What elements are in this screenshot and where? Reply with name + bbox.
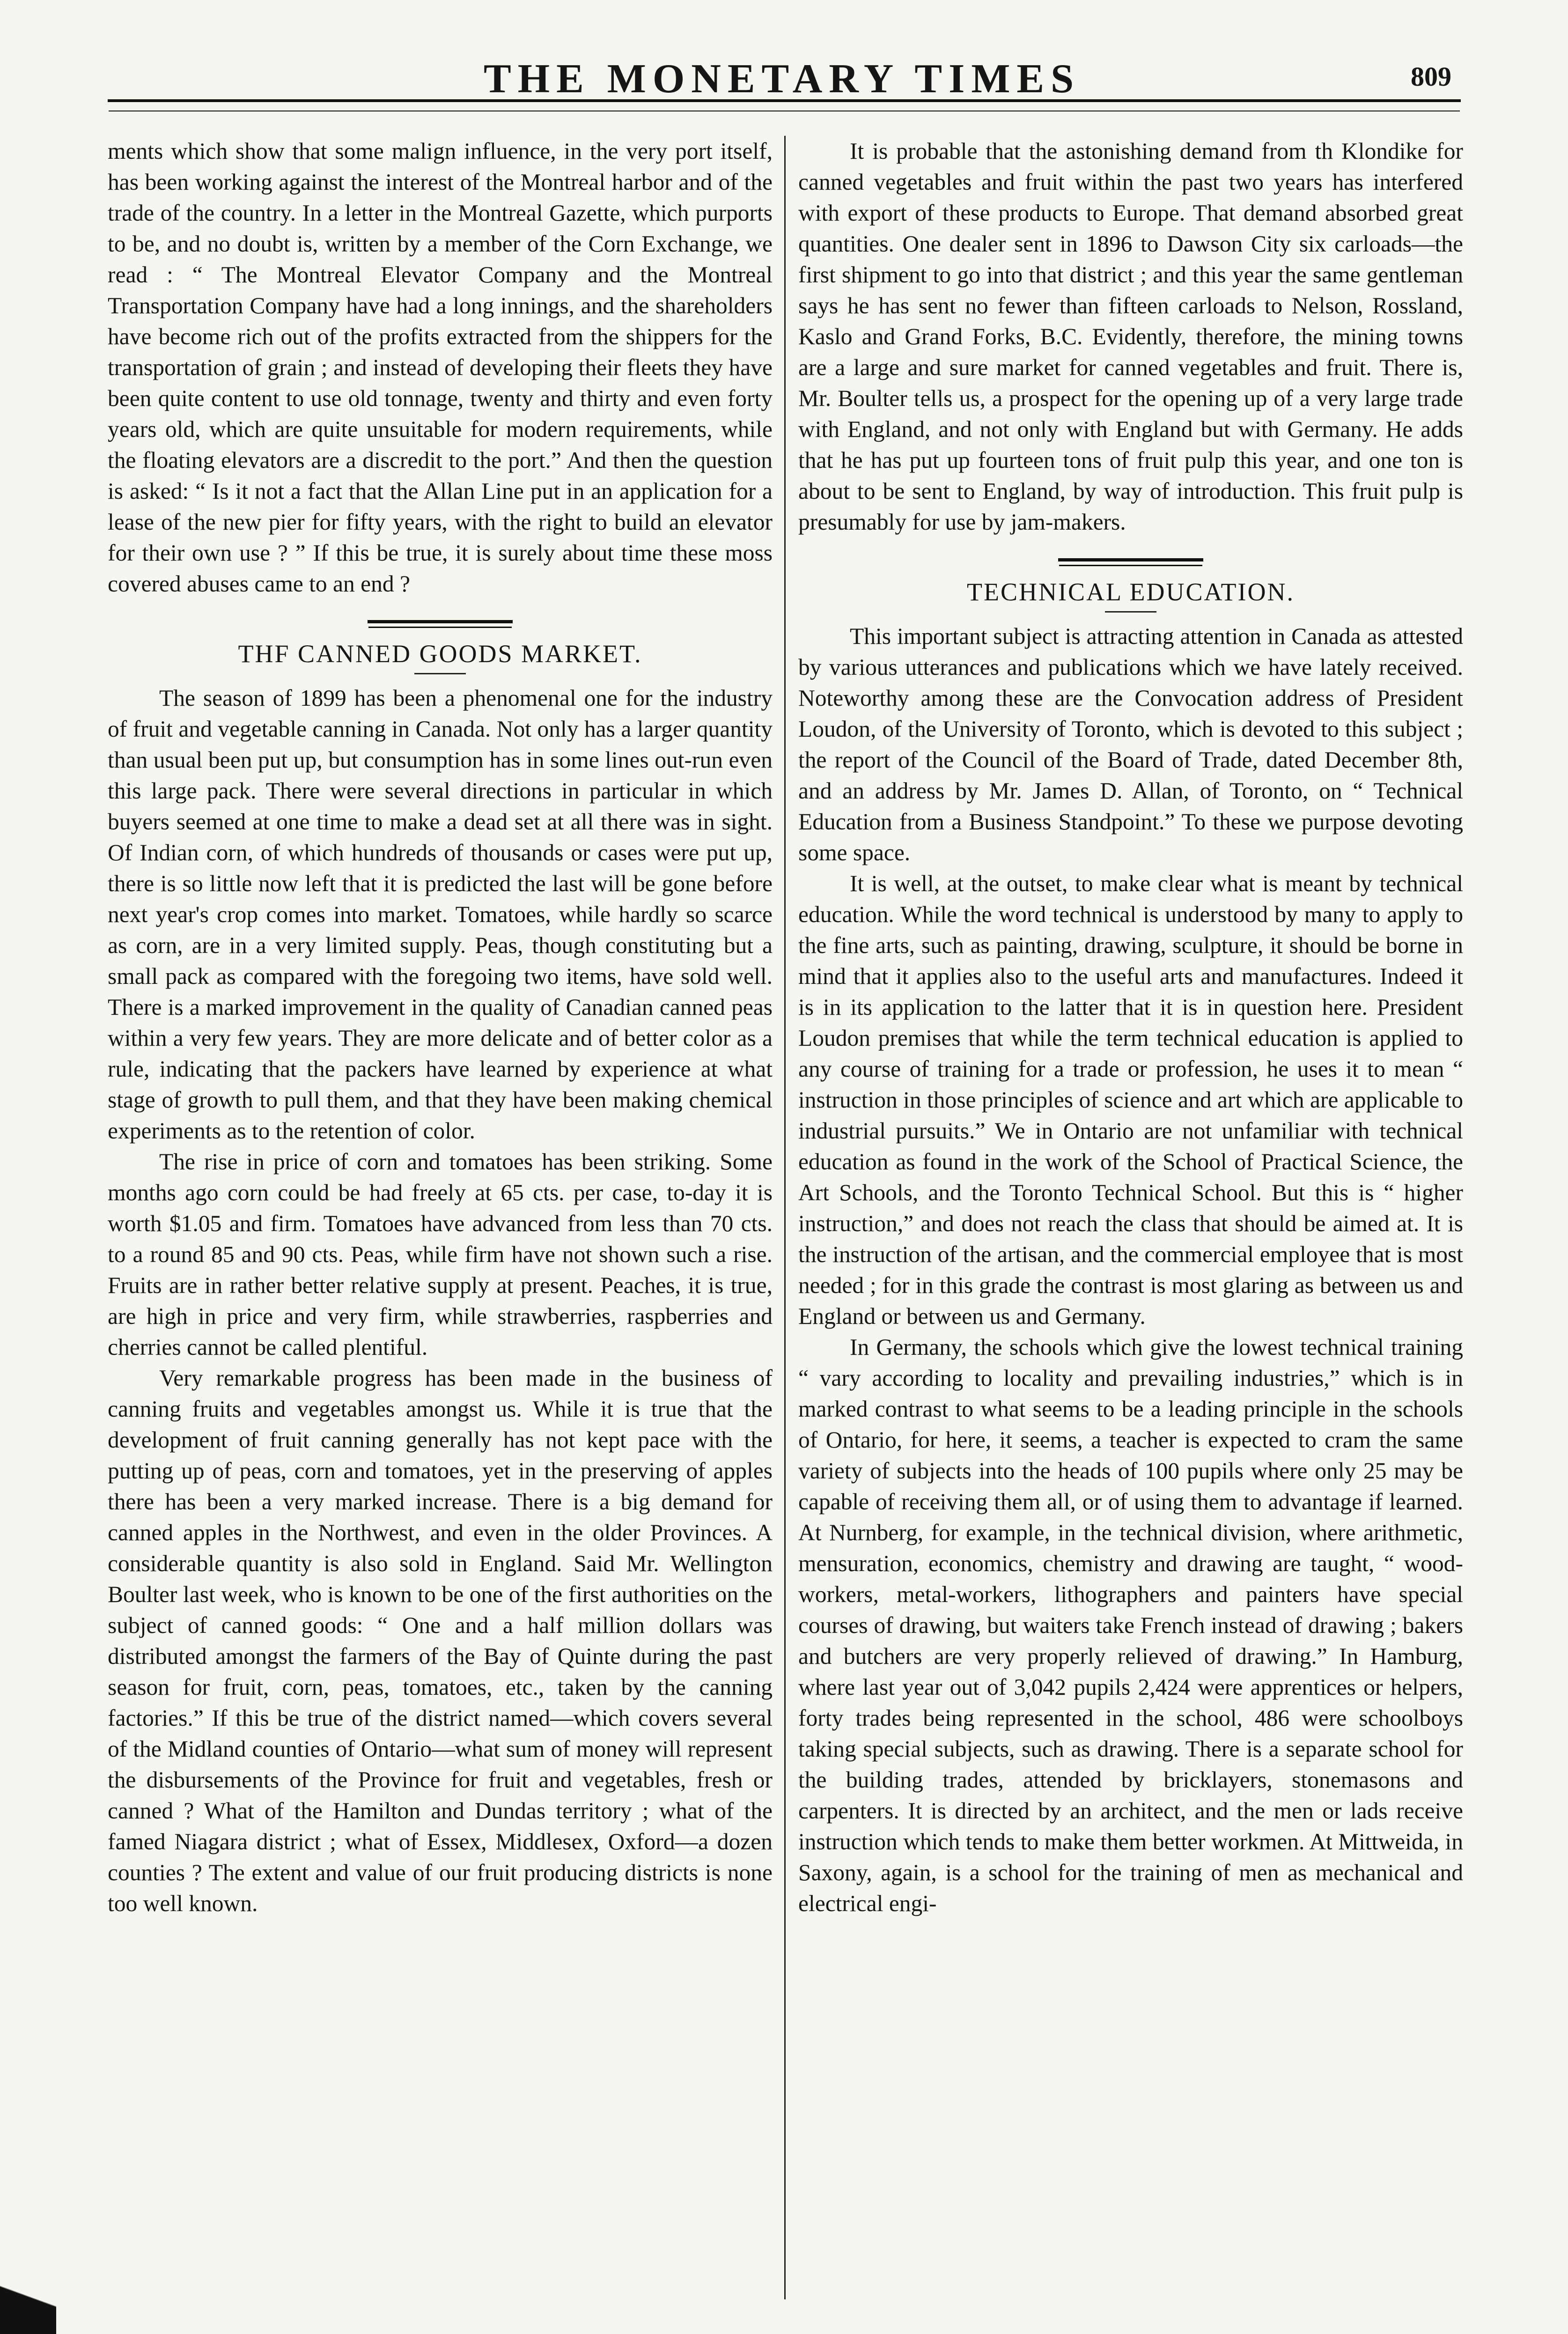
canned-goods-heading: THF CANNED GOODS MARKET.: [238, 640, 642, 668]
right-column: [798, 136, 1463, 2309]
article-paragraph: This important subject is attracting attention in Canada as attested by various utterances and publications which we have lately received. Noteworthy among these are the Convocation address of President Loudon, of the University of Toronto, which is devoted to this subject ; the report of the Council of the Board of Trade, dated December 8th, and an address by Mr. James D. Allan, of Toronto, on “ Technical Education from a Business Standpoint.” To these we purpose devoting some space.: [798, 623, 1463, 865]
scan-corner-shadow: [0, 2220, 56, 2334]
heading-underline: [1105, 611, 1156, 613]
article-paragraph: In Germany, the schools which give the lowest technical training “ vary according to locality and prevailing industries,” which is in marked contrast to what seems to be a leading principle in the schools of Ontario, for here, it seems, a teacher is expected to cram the same variety of subjects into the heads of 100 pupils where only 25 may be capable of receiving them all, or of using them to advantage if learned. At Nurnberg, for example, in the technical division, where arithmetic, mensuration, economics, chemistry and drawing are taught, “ wood-workers, metal-workers, lithographers and painters have special courses of drawing, but waiters take French instead of drawing ; bakers and butchers are very properly relieved of drawing.” In Hamburg, where last year out of 3,042 pupils 2,424 were apprentices or helpers, forty trades being represented in the school, 486 were schoolboys taking special subjects, such as drawing. There is a separate school for the building trades, attended by bricklayers, stonemasons and carpenters. It is directed by an architect, and the men or lads receive instruction which tends to make them better workmen. At Mittweida, in Saxony, again, is a school for the training of men as mechanical and electrical engi-: [798, 1334, 1463, 1916]
right-intro-paragraph: It is probable that the astonishing demand from th Klondike for canned vegetables and fruit within the past two years has interfered with export of these products to Europe. That demand absorbed great quantities. One dealer sent in 1896 to Dawson City six carloads—the first shipment to go into that district ; and this year the same gentleman says he has sent no fewer than fifteen carloads to Nelson, Rossland, Kaslo and Grand Forks, B.C. Evidently, therefore, the mining towns are a large and sure market for canned vegetables and fruit. There is, Mr. Boulter tells us, a prospect for the opening up of a very large trade with England, and not only with England but with Germany. He adds that he has put up fourteen tons of fruit pulp this year, and one ton is about to be sent to England, by way of introduction. This fruit pulp is presumably for use by jam-makers.: [798, 138, 1463, 535]
masthead: [0, 19, 1568, 102]
article-paragraph: Very remarkable progress has been made in the business of canning fruits and vegetables amongst us. While it is true that the development of fruit canning generally has not kept pace with the putting up of peas, corn and tomatoes, yet in the preserving of apples there has been a very marked increase. There is a big demand for canned apples in the Northwest, and even in the older Provinces. A considerable quantity is also sold in England. Said Mr. Wellington Boulter last week, who is known to be one of the first authorities on the subject of canned goods: “ One and a half million dollars was distributed amongst the farmers of the Bay of Quinte during the past season for fruit, corn, peas, tomatoes, etc., taken by the canning factories.” If this be true of the district named—which covers several of the Midland counties of Ontario—what sum of money will represent the disbursements of the Province for fruit and vegetables, fresh or canned ? What of the Hamilton and Dundas territory ; what of the famed Niagara district ; what of Essex, Middlesex, Oxford—a dozen counties ? The extent and value of our fruit producing districts is none too well known.: [108, 1365, 773, 1916]
publication-title: THE MONETARY TIMES: [483, 56, 1081, 102]
heading-underline: [414, 673, 466, 674]
article-paragraph: The season of 1899 has been a phenomenal one for the industry of fruit and vegetable canning in Canada. Not only has a larger quantity than usual been put up, but consumption has in some lines out-run even this large pack. There were several directions in particular in which buyers seemed at one time to make a dead set at all there was in sight. Of Indian corn, of which hundreds of thousands or cases were put up, there is so little now left that it is predicted the last will be gone before next year's crop comes into market. Tomatoes, while hardly so scarce as corn, are in a very limited supply. Peas, though constituting but a small pack as compared with the foregoing two items, have sold well. There is a marked improvement in the quality of Canadian canned peas within a very few years. They are more delicate and of better color as a rule, indicating that the packers have learned by experience at what stage of growth to pull them, and that they have been making chemical experiments as to the retention of color.: [108, 685, 773, 1144]
page-number: 809: [1411, 61, 1451, 92]
article-paragraph: It is well, at the outset, to make clear what is meant by technical education. While the word technical is understood by many to apply to the fine arts, such as painting, drawing, sculpture, it should be borne in mind that it applies also to the useful arts and manufactures. Indeed it is in its application to the latter that it is in question here. President Loudon premises that while the term technical education is applied to any course of training for a trade or profession, he uses it to mean “ instruction in those principles of science and art which are applicable to industrial pursuits.” We in Ontario are not unfamiliar with technical education as found in the work of the School of Practical Science, the Art Schools, and the Toronto Technical School. But this is “ higher instruction,” and does not reach the class that should be aimed at. It is the instruction of the artisan, and the commercial employee that is most needed ; for in this grade the contrast is most glaring as between us and England or between us and Germany.: [798, 871, 1463, 1329]
technical-education-heading: TECHNICAL EDUCATION.: [967, 578, 1295, 606]
column-divider: [784, 136, 786, 2299]
left-intro-paragraph: ments which show that some malign influence, in the very port itself, has been working against the interest of the Montreal harbor and of the trade of the country. In a letter in the Montreal Gazette, which purports to be, and no doubt is, written by a member of the Corn Exchange, we read : “ The Montreal Elevator Company and the Montreal Transportation Company have had a long innings, and the shareholders have become rich out of the profits extracted from the shippers for the transportation of grain ; and instead of developing their fleets they have been quite content to use old tonnage, twenty and thirty and even forty years old, which are quite unsuitable for modern requirements, while the floating elevators are a discredit to the port.” And then the question is asked: “ Is it not a fact that the Allan Line put in an application for a lease of the new pier for fifty years, with the right to build an elevator for their own use ? ” If this be true, it is surely about time these moss covered abuses came to an end ?: [108, 138, 773, 597]
section-separator-rule: [1058, 558, 1203, 561]
section-separator-rule: [368, 620, 513, 623]
left-column: [108, 136, 773, 2309]
header-double-rule: [108, 99, 1461, 102]
article-paragraph: The rise in price of corn and tomatoes has been striking. Some months ago corn could be had freely at 65 cts. per case, to-day it is worth $1.05 and firm. Tomatoes have advanced from less than 70 cts. to a round 85 and 90 cts. Peas, while firm have not shown such a rise. Fruits are in rather better relative supply at present. Peaches, it is true, are high in price and very firm, while strawberries, raspberries and cherries cannot be called plentiful.: [108, 1149, 773, 1360]
